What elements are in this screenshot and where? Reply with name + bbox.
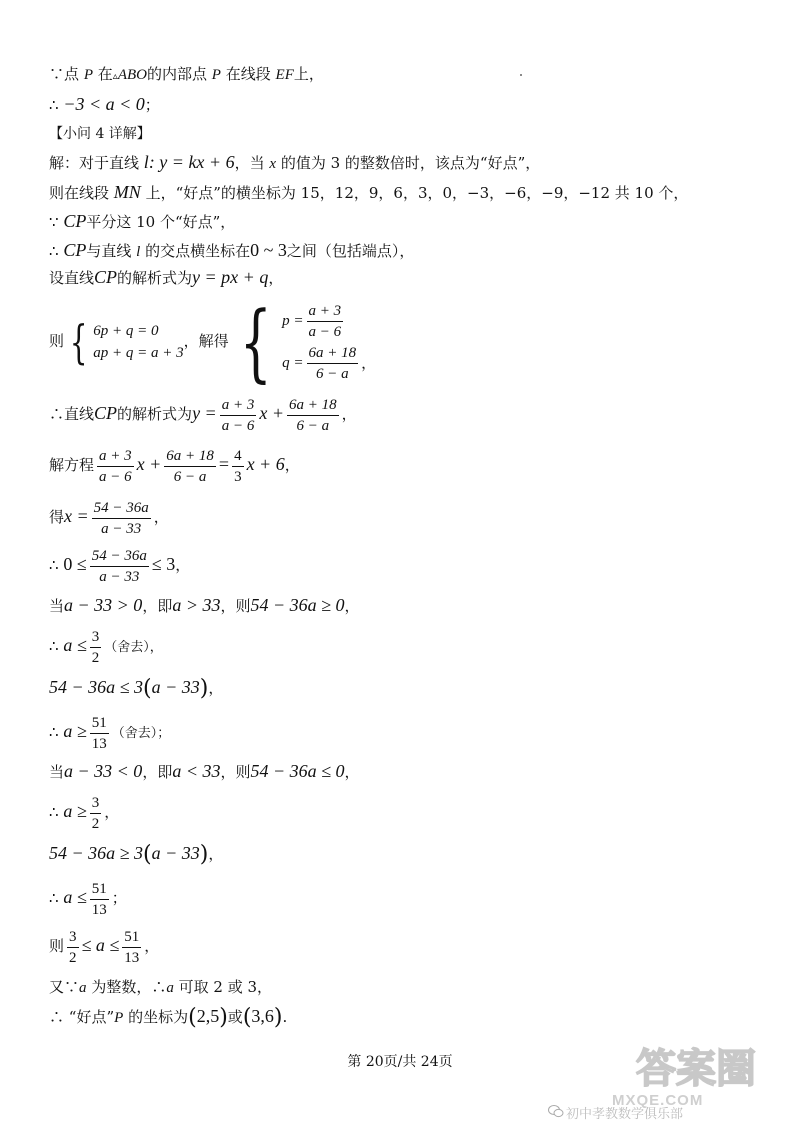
numerator: 3 [90, 794, 102, 814]
line-24 [49, 1006, 287, 1028]
text: 的值为 3 的整数倍时，该点为“好点”， [280, 154, 541, 172]
text: 的交点横坐标在 [145, 242, 251, 260]
left-paren: ( [143, 676, 152, 701]
inequality: 54 − 36a ≤ 0 [250, 761, 345, 781]
point-p: P [114, 1010, 124, 1026]
note: （舍去）， [104, 640, 163, 655]
text: 或 [227, 1008, 243, 1026]
right-paren: ) [199, 676, 209, 701]
inequality: 54 − 36a ≥ 0 [250, 595, 345, 615]
fraction [287, 396, 339, 435]
segment-mn: MN [113, 182, 141, 202]
line-6 [49, 211, 235, 232]
therefore-symbol: ∴ [49, 637, 59, 655]
line-11 [49, 443, 300, 486]
line-18 [49, 761, 360, 782]
equation: : y = kx + 6 [148, 152, 235, 172]
fraction [67, 928, 79, 967]
expression: a − 33 [151, 677, 200, 697]
lhs: x = [64, 506, 89, 526]
denominator: 6 − a [296, 417, 330, 434]
text: ， [268, 269, 284, 287]
text: ，当 [234, 154, 265, 172]
numerator: 6a + 18 [307, 344, 359, 364]
text: ，则 [220, 763, 251, 781]
therefore-symbol: ∴ [49, 556, 59, 574]
heading-text: 【小问 4 详解】 [49, 126, 151, 142]
denominator: 6 − a [173, 468, 207, 485]
numerator: a + 3 [307, 302, 344, 322]
system-row: 6p + q = 0 [93, 323, 159, 339]
denominator: a − 6 [99, 468, 132, 485]
text: 则 [49, 937, 65, 955]
line-7 [49, 240, 414, 262]
fraction [307, 344, 359, 383]
lhs: p = [282, 313, 304, 329]
text: ， [153, 508, 169, 526]
text: 平分这 10 个“好点”， [86, 213, 236, 231]
text: 为整数， [91, 978, 152, 996]
denominator: a − 33 [99, 568, 140, 585]
right-paren: ) [219, 1005, 228, 1030]
denominator: 13 [124, 949, 140, 966]
text: ， [208, 845, 224, 863]
therefore-symbol: ∴ [49, 96, 59, 114]
denominator: a − 6 [308, 323, 342, 340]
point-p: P [83, 67, 93, 83]
numerator: 3 [67, 928, 79, 948]
denominator: 13 [91, 901, 107, 918]
line-21 [49, 876, 127, 919]
system-row: ap + q = a + 3 [93, 345, 184, 361]
line-cp: CP [94, 403, 118, 423]
numerator: a + 3 [97, 447, 134, 467]
coordinate: 2,5 [196, 1006, 220, 1026]
equation: y = px + q [192, 267, 269, 287]
denominator: 2 [91, 815, 100, 832]
line-23 [49, 977, 272, 998]
line-1 [49, 64, 324, 87]
text: 的坐标为 [128, 1008, 189, 1026]
text: 设直线 [49, 269, 95, 287]
because-symbol: ∵ [49, 65, 65, 83]
text: ， [208, 679, 224, 697]
term: x + 6 [246, 454, 285, 474]
denominator: 2 [69, 949, 77, 966]
term: x + [259, 403, 284, 423]
left-brace: { [239, 293, 272, 391]
line-cp: CP [63, 211, 87, 231]
speck-mark [520, 74, 522, 76]
right-paren: ) [199, 842, 209, 867]
text: 直线 [64, 405, 95, 423]
numerator: 51 [90, 880, 109, 900]
text: 与直线 [86, 242, 132, 260]
inequality: ≤ a ≤ [81, 935, 120, 955]
lhs: a ≤ [63, 635, 87, 655]
text: ， [344, 763, 360, 781]
term: x + [136, 454, 162, 474]
fraction [90, 714, 109, 753]
numerator: 54 − 36a [90, 547, 149, 567]
line-8 [49, 267, 283, 288]
therefore-symbol: ∴ [151, 978, 167, 996]
system-row [282, 342, 376, 384]
line-15 [49, 624, 163, 669]
line-17 [49, 710, 170, 755]
numerator: 6a + 18 [287, 396, 339, 416]
numerator: 51 [122, 928, 141, 948]
text: 可取 2 或 3， [178, 978, 273, 996]
line-cp: CP [63, 240, 87, 260]
because-symbol: ∵ [49, 213, 59, 231]
fraction [122, 928, 141, 967]
denominator: 3 [234, 468, 242, 485]
inequality: 54 − 36a ≤ 3 [49, 677, 144, 697]
fraction [90, 628, 102, 667]
text: ； [111, 889, 127, 907]
numerator: 6a + 18 [164, 447, 216, 467]
var-x: x [269, 156, 277, 172]
line-19 [49, 790, 119, 833]
text: “好点” [68, 1008, 115, 1026]
therefore-symbol: ∴ [49, 803, 59, 821]
denominator: 13 [91, 735, 107, 752]
inequality: 54 − 36a ≥ 3 [49, 843, 144, 863]
point-p: P [211, 67, 221, 83]
text: 又 [49, 978, 65, 996]
expression: a − 33 [151, 843, 200, 863]
text: ， [284, 456, 300, 474]
text: 则 [49, 332, 65, 350]
therefore-symbol: ∴ [49, 242, 59, 260]
triangle-symbol: ▵ [112, 71, 118, 82]
var-a: a [79, 980, 87, 996]
line-22 [49, 924, 159, 967]
fraction [232, 447, 244, 486]
inequality: a − 33 < 0 [64, 761, 143, 781]
fraction [90, 880, 109, 919]
left-paren: ( [188, 1005, 197, 1030]
lhs: a ≤ [63, 887, 87, 907]
system-row [282, 300, 376, 342]
text: ，即 [142, 597, 173, 615]
text: 解方程 [49, 456, 95, 474]
section-heading [49, 124, 151, 144]
text: 的内部点 [146, 65, 207, 83]
text: 点 [64, 65, 80, 83]
text: ，即 [142, 763, 173, 781]
fraction [90, 547, 149, 586]
numerator: 4 [232, 447, 244, 467]
text: ， [104, 803, 120, 821]
denominator: a − 33 [101, 520, 142, 537]
line-l: l [143, 152, 149, 172]
text: ， [144, 937, 160, 955]
segment-ef: EF [275, 67, 294, 83]
fraction [90, 794, 102, 833]
watermark-logo-text: 答案圈 [636, 1046, 756, 1092]
inequality: a > 33 [172, 595, 221, 615]
line-cp: CP [94, 267, 118, 287]
text: 则在线段 [49, 184, 110, 202]
line-2 [49, 94, 160, 115]
numerator: a + 3 [220, 396, 257, 416]
wechat-icon [548, 1104, 564, 1118]
text: ； [144, 96, 160, 114]
inequality: a < 33 [172, 761, 221, 781]
note: （舍去）； [111, 726, 171, 741]
solution-system [282, 300, 376, 384]
numerator: 3 [90, 628, 102, 648]
text: 当 [49, 763, 65, 781]
text: 在线段 [225, 65, 271, 83]
text: ， [344, 597, 360, 615]
fraction [164, 447, 216, 486]
text: 的解析式为 [117, 269, 193, 287]
triangle-abo: ABO [117, 67, 147, 83]
numerator: 54 − 36a [92, 499, 151, 519]
line-l: l [136, 244, 141, 260]
denominator: a − 6 [221, 417, 255, 434]
lhs: 0 ≤ [63, 554, 87, 574]
text: ， [341, 405, 357, 423]
fraction [97, 447, 134, 486]
watermark-url: MXQE.COM [612, 1092, 704, 1109]
equals: = [218, 454, 230, 474]
therefore-symbol: ∴ [49, 723, 59, 741]
right-paren: ) [273, 1005, 283, 1030]
inequality: −3 < a < 0 [63, 94, 145, 114]
text: ， [361, 354, 377, 372]
text: 的解析式为 [117, 405, 193, 423]
denominator: 6 − a [316, 365, 349, 382]
fraction [220, 396, 257, 435]
watermark-logo [632, 1038, 782, 1094]
watermark-subtitle: 初中孝教数学俱乐部 [566, 1107, 684, 1122]
text: . [282, 1008, 288, 1026]
because-symbol: ∵ [64, 978, 80, 996]
therefore-symbol: ∴ [49, 405, 65, 423]
text: 之间（包括端点）， [286, 242, 415, 260]
rhs: ≤ 3 [151, 554, 176, 574]
therefore-symbol: ∴ [49, 1008, 65, 1026]
coordinate: 3,6 [251, 1006, 274, 1026]
line-20 [49, 843, 223, 865]
text: ，解得 [183, 332, 229, 350]
var-a: a [166, 980, 174, 996]
line-5 [49, 182, 688, 203]
line-10 [49, 392, 357, 435]
page-number: 第 20页/共 24页 [347, 1054, 453, 1070]
text: 得 [49, 508, 65, 526]
denominator: 2 [91, 649, 100, 666]
range: 0 ~ 3 [250, 240, 287, 260]
fraction [307, 302, 344, 341]
line-13 [49, 543, 190, 586]
lhs: a ≥ [63, 721, 87, 741]
numerator: 51 [90, 714, 109, 734]
left-brace: { [69, 315, 88, 369]
line-9 [49, 293, 377, 391]
lhs: q = [282, 355, 304, 371]
text: ， [175, 556, 191, 574]
text: 解：对于直线 [49, 154, 140, 172]
text: 上， [293, 65, 324, 83]
lhs: y = [192, 403, 217, 423]
line-16 [49, 677, 223, 699]
left-paren: ( [143, 842, 152, 867]
equation-system [93, 320, 183, 364]
text: ，则 [220, 597, 251, 615]
line-4 [49, 152, 540, 174]
fraction [92, 499, 151, 538]
text: 当 [49, 597, 65, 615]
inequality: a − 33 > 0 [64, 595, 143, 615]
line-14 [49, 595, 360, 616]
line-12 [49, 495, 169, 538]
text: 在 [97, 65, 113, 83]
text: 上，“好点”的横坐标为 15，12，9，6，3，0，−3，−6，−9，−12 共 10 个， [145, 184, 689, 202]
therefore-symbol: ∴ [49, 889, 59, 907]
left-paren: ( [242, 1005, 252, 1030]
lhs: a ≥ [63, 801, 87, 821]
